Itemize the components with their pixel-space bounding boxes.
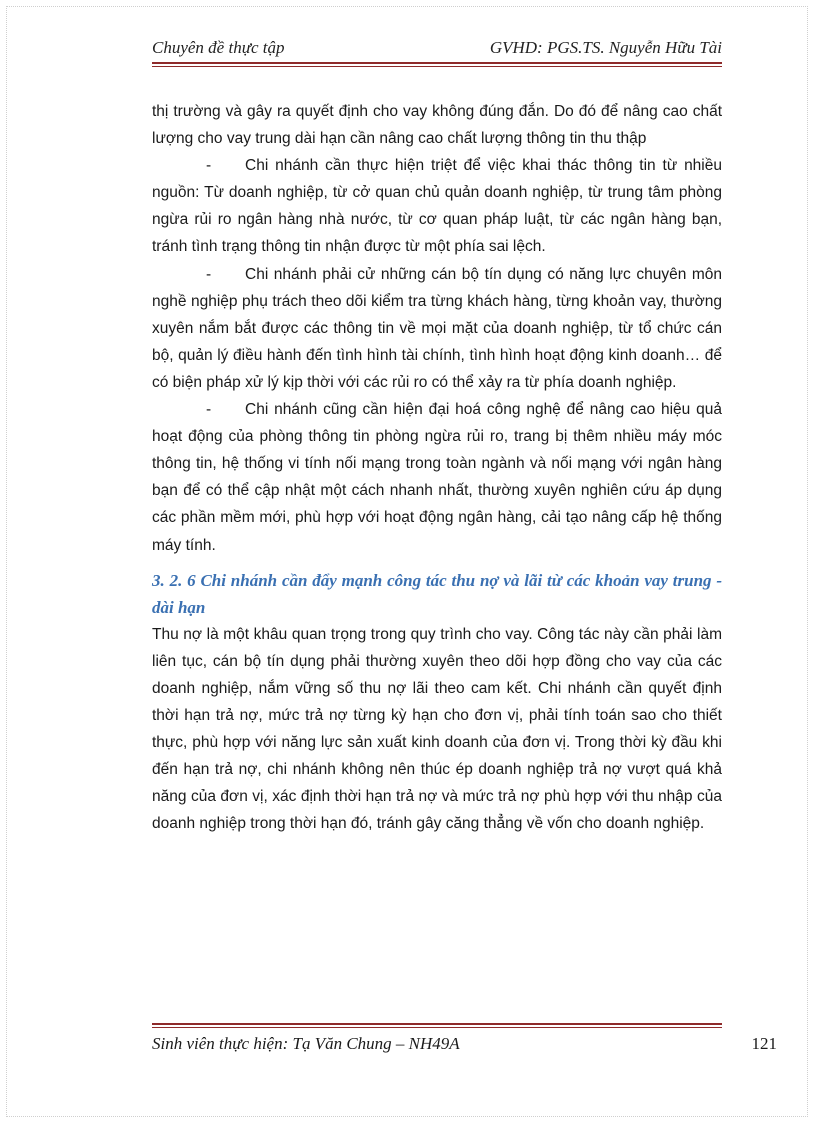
bullet-item xyxy=(152,396,722,559)
bullet-text: Chi nhánh phải cử những cán bộ tín dụng có năng lực chuyên môn nghề nghiệp phụ trách theo dõi kiểm tra từng khách hàng, từng khoản vay, thường xuyên nắm bắt được các thông tin về mọi mặt của doanh nghiệp, từ tổ chức cán bộ, quản lý điều hành đến tình hình tài chính, tình hình hoạt động kinh doanh… để có biện pháp xử lý kịp thời với các rủi ro có thể xảy ra từ phía doanh nghiệp. xyxy=(152,265,722,391)
bullet-text: Chi nhánh cần thực hiện triệt để việc khai thác thông tin từ nhiều nguồn: Từ doanh nghiệp, từ cở quan chủ quản doanh nghiệp, từ trung tâm phòng ngừa rủi ro ngân hàng nhà nước, từ cơ quan pháp luật, từ các ngân hàng bạn, tránh tình trạng thông tin nhận được từ một phía sai lệch. xyxy=(152,157,722,256)
bullet-dash: - xyxy=(206,265,212,283)
section-heading: 3. 2. 6 Chi nhánh cần đẩy mạnh công tác thu nợ và lãi từ các khoản vay trung - dài hạn xyxy=(152,570,722,617)
page-header xyxy=(152,34,722,62)
bullet-item xyxy=(152,152,722,260)
page-body xyxy=(152,98,722,837)
header-supervisor: GVHD: PGS.TS. Nguyễn Hữu Tài xyxy=(489,38,722,57)
bullet-dash: - xyxy=(206,157,212,175)
bullet-item xyxy=(152,261,722,396)
footer-rule xyxy=(152,1023,722,1028)
page-number: 121 xyxy=(751,1034,777,1053)
bullet-dash: - xyxy=(206,401,212,419)
bullet-text: Chi nhánh cũng cần hiện đại hoá công nghệ để nâng cao hiệu quả hoạt động của phòng thông tin phòng ngừa rủi ro, trang bị thêm nhiều máy móc thông tin, hệ thống vi tính nối mạng trong toàn ngành và nối mạng với ngân hàng bạn để có thể cập nhật một cách nhanh nhất, thường xuyên nghiên cứu áp dụng các phần mềm mới, phù hợp với hoạt động ngân hàng, cải tạo nâng cấp hệ thống máy tính. xyxy=(152,401,722,554)
header-rule xyxy=(152,62,722,67)
section-paragraph: Thu nợ là một khâu quan trọng trong quy trình cho vay. Công tác này cần phải làm liên tục, cán bộ tín dụng phải thường xuyên theo dõi hợp đồng cho vay của các doanh nghiệp, nắm vững số thu nợ lãi theo cam kết. Chi nhánh cần quyết định thời hạn trả nợ, mức trả nợ từng kỳ hạn cho đơn vị, phải tính toán sao cho thiết thực, phù hợp với năng lực sản xuất kinh doanh của đơn vị. Trong thời kỳ đầu khi đến hạn trả nợ, chi nhánh không nên thúc ép doanh nghiệp trả nợ vượt quá khả năng của đơn vị, xác định thời hạn trả nợ và mức trả nợ phù hợp với thu nhập của doanh nghiệp trong thời hạn đó, tránh gây căng thẳng về vốn cho doanh nghiệp. xyxy=(152,625,722,833)
page-footer xyxy=(152,1030,777,1056)
header-document-type: Chuyên đề thực tập xyxy=(152,38,285,57)
footer-author: Sinh viên thực hiện: Tạ Văn Chung – NH49A xyxy=(152,1034,460,1053)
intro-paragraph: thị trường và gây ra quyết định cho vay không đúng đắn. Do đó để nâng cao chất lượng cho vay trung dài hạn cần nâng cao chất lượng thông tin thu thập xyxy=(152,103,722,148)
